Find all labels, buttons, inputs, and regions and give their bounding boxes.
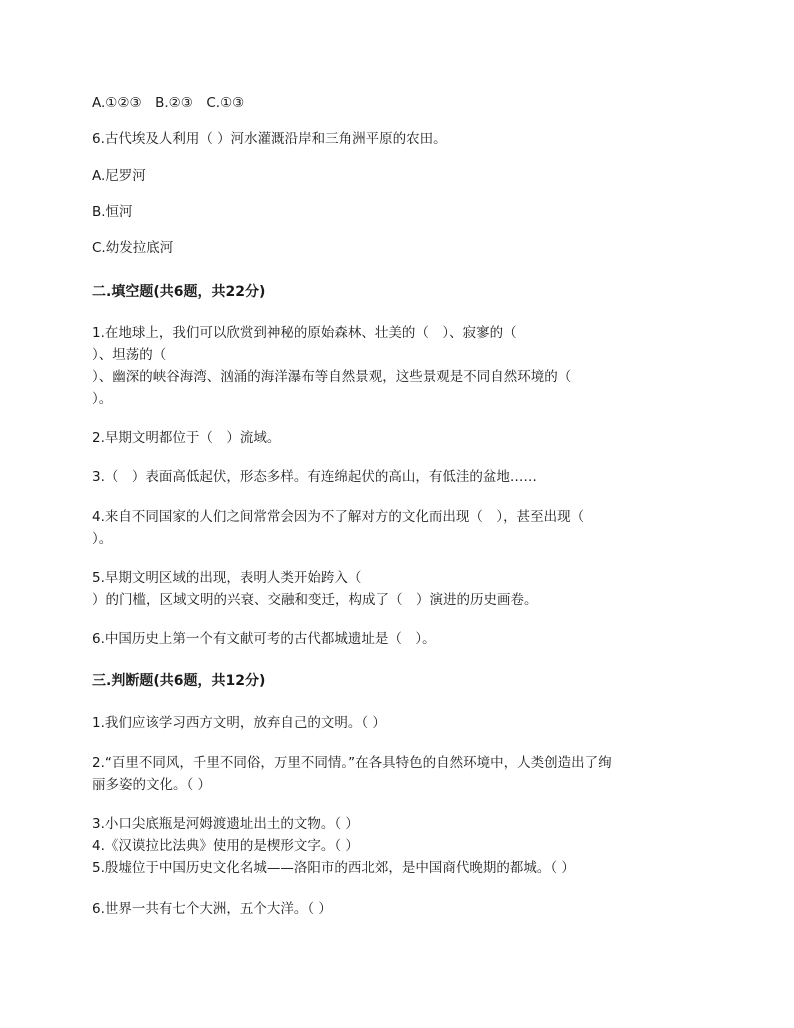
fill-q1-line4: ）。 [92, 391, 113, 407]
q6-stem: 6.古代埃及人利用（ ）河水灌溉沿岸和三角洲平原的农田。 [92, 131, 447, 147]
fill-q4-line2: ）。 [92, 531, 113, 547]
fill-q1-line1: 1.在地球上，我们可以欣赏到神秘的原始森林、壮美的（ ）、寂寥的（ [92, 325, 517, 341]
fill-q3: 3.（ ）表面高低起伏，形态多样。有连绵起伏的高山，有低洼的盆地…… [92, 469, 537, 485]
tf-q3: 3.小口尖底瓶是河姆渡遗址出土的文物。（ ） [92, 816, 359, 832]
fill-q1-line2: ）、坦荡的（ [92, 347, 167, 363]
fill-q2: 2.早期文明都位于（ ）流域。 [92, 430, 281, 446]
fill-q1-line3: ）、幽深的峡谷海湾、汹涌的海洋瀑布等自然景观，这些景观是不同自然环境的（ [92, 369, 572, 385]
fill-q4-line1: 4.来自不同国家的人们之间常常会因为不了解对方的文化而出现（ ），甚至出现（ [92, 509, 585, 525]
fill-q5-line2: ）的门槛，区域文明的兴衰、交融和变迁，构成了（ ）演进的历史画卷。 [92, 592, 538, 608]
q6-option-a: A.尼罗河 [92, 168, 146, 184]
tf-q1: 1.我们应该学习西方文明，放弃自己的文明。（ ） [92, 715, 386, 731]
tf-q5: 5.殷墟位于中国历史文化名城——洛阳市的西北郊，是中国商代晚期的都城。（ ） [92, 860, 575, 876]
section-true-false-heading: 三.判断题(共6题，共12分) [92, 673, 266, 689]
section-fill-blank-heading: 二.填空题(共6题，共22分) [92, 284, 266, 300]
q6-option-c: C.幼发拉底河 [92, 240, 174, 256]
fill-q6: 6.中国历史上第一个有文献可考的古代都城遗址是（ ）。 [92, 631, 436, 647]
fill-q5-line1: 5.早期文明区域的出现，表明人类开始跨入（ [92, 570, 362, 586]
tf-q4: 4.《汉谟拉比法典》使用的是楔形文字。（ ） [92, 838, 359, 854]
tf-q2-line1: 2.“百里不同风，千里不同俗，万里不同情。”在各具特色的自然环境中，人类创造出了绚 [92, 755, 612, 771]
tf-q6: 6.世界一共有七个大洲，五个大洋。（ ） [92, 901, 332, 917]
q5-options: A.①②③ B.②③ C.①③ [92, 95, 245, 111]
q6-option-b: B.恒河 [92, 204, 133, 220]
tf-q2-line2: 丽多姿的文化。（ ） [92, 777, 212, 793]
